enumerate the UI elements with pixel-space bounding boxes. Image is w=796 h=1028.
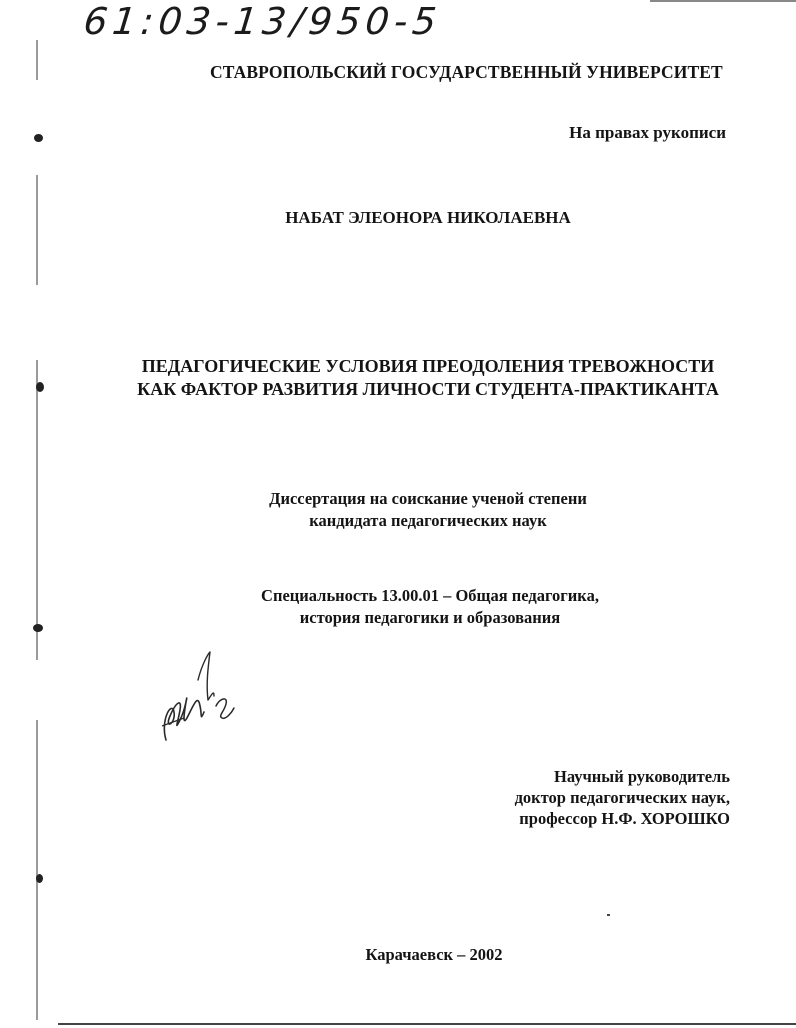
- handwritten-signature: [158, 650, 242, 746]
- left-scan-line: [36, 175, 38, 285]
- degree-line: кандидата педагогических наук: [309, 511, 547, 530]
- author-name: НАБАТ ЭЛЕОНОРА НИКОЛАЕВНА: [285, 208, 571, 227]
- supervisor-line: доктор педагогических наук,: [514, 788, 730, 807]
- binding-hole-mark: [34, 134, 43, 142]
- title-line: КАК ФАКТОР РАЗВИТИЯ ЛИЧНОСТИ СТУДЕНТА-ПРАКТИКАНТА: [137, 379, 719, 399]
- handwritten-archive-number: 61:03-13/950-5: [81, 0, 444, 43]
- supervisor-line: профессор Н.Ф. ХОРОШКО: [519, 809, 730, 828]
- degree-statement: [0, 488, 796, 532]
- left-scan-line: [36, 720, 38, 1020]
- university-name: СТАВРОПОЛЬСКИЙ ГОСУДАРСТВЕННЫЙ УНИВЕРСИТЕТ: [210, 62, 723, 82]
- dissertation-title: [0, 355, 796, 401]
- degree-line: Диссертация на соискание ученой степени: [269, 489, 587, 508]
- specialty-line: история педагогики и образования: [299, 608, 561, 627]
- title-line: ПЕДАГОГИЧЕСКИЕ УСЛОВИЯ ПРЕОДОЛЕНИЯ ТРЕВОЖНОСТИ: [141, 356, 715, 376]
- left-scan-line: [36, 40, 38, 80]
- specialty-statement: [0, 585, 796, 629]
- top-scan-rule: [650, 0, 796, 2]
- city-and-year: Карачаевск – 2002: [365, 945, 503, 964]
- specialty-line: Специальность 13.00.01 – Общая педагогика,: [261, 586, 599, 605]
- scan-speck: [607, 914, 610, 916]
- manuscript-rights-note: На правах рукописи: [569, 123, 726, 142]
- binding-hole-mark: [36, 874, 43, 883]
- supervisor-line: Научный руководитель: [554, 767, 730, 786]
- scientific-supervisor: [515, 766, 730, 829]
- bottom-scan-rule: [58, 1023, 796, 1025]
